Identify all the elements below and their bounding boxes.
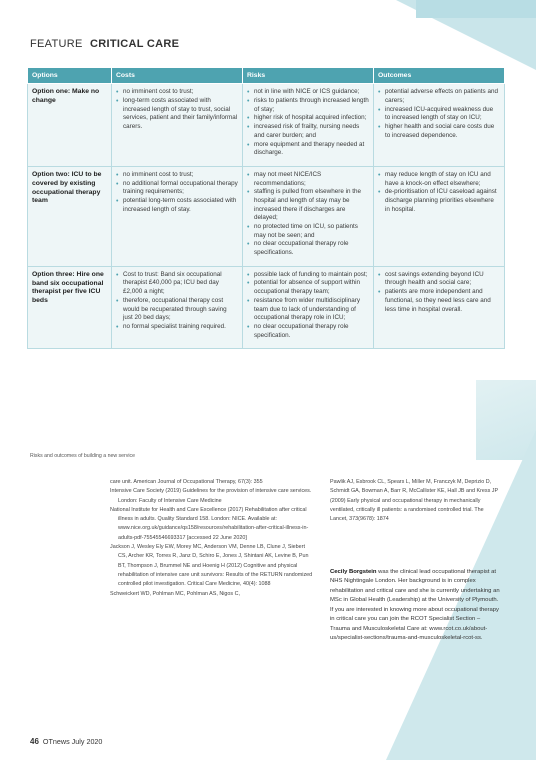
- list-item: • possible lack of funding to maintain post;: [247, 271, 369, 280]
- list-item: • increased ICU-acquired weakness due to increased length of stay on ICU;: [378, 106, 500, 123]
- outcomes-cell: [374, 84, 505, 167]
- list-item: • may reduce length of stay on ICU and have a knock-on effect elsewhere;: [378, 171, 500, 188]
- list-item: • long-term costs associated with increased length of stay to trust, social services, patient and their family/informal carers.: [116, 97, 238, 132]
- list-item: • de-prioritisation of ICU caseload against discharge planning priorities elsewhere in hospital.: [378, 188, 500, 214]
- header-options: Options: [28, 68, 112, 84]
- reference-item: Jackson J, Wesley Ely EW, Morey MC, Anderson VM, Denne LB, Clune J, Siebert CS, Archer KR, Torres R, Janz D, Schiro E, Jones J, Shintani AK, Levine B, Pun BT, Thompson J, Brummel NE and Hoenig H (2012) Cognitive and physical rehabilitation of intensive care unit survivors: Results of the RETURN randomized controlled pilot investigation. Critical Care Medicine, 40(4): 1088: [110, 544, 313, 588]
- section-header: [30, 38, 179, 50]
- list-item: • no additional formal occupational therapy training requirements;: [116, 180, 238, 197]
- list-item: • higher health and social care costs due to increased dependence.: [378, 123, 500, 140]
- list-item: • Cost to trust: Band six occupational therapist £40,000 pa; ICU bed day £2,000 a night;: [116, 271, 238, 297]
- list-item: • potential adverse effects on patients and carers;: [378, 88, 500, 105]
- feature-label: FEATURE: [30, 38, 83, 50]
- reference-item: Pawlik AJ, Esbrook CL, Spears L, Miller M, Franczyk M, Deprizio D, Schmidt GA, Bowman A, Barr R, McCallister KE, Hall JB and Kress JP (2009) Early physical and occupational therapy in mechanically ventilated, critically ill patients: a randomised controlled trial. The Lancet, 373(9678): 1874: [330, 479, 498, 523]
- outcomes-cell: [374, 166, 505, 266]
- section-title: CRITICAL CARE: [89, 38, 180, 50]
- publication-name: OTnews July 2020: [42, 737, 103, 746]
- reference-item: Intensive Care Society (2019) Guidelines for the provision of intensive care services. London: Faculty of Intensive Care Medicine: [110, 488, 312, 504]
- page-number: 46: [30, 737, 39, 746]
- list-item: • therefore, occupational therapy cost would be recuperated through saving just 20 bed days;: [116, 297, 238, 323]
- references-left-column: [110, 478, 315, 599]
- author-bio: [330, 568, 500, 644]
- costs-cell: [112, 266, 243, 349]
- header-outcomes: Outcomes: [374, 68, 505, 84]
- option-label: Option one: Make no change: [28, 84, 112, 167]
- header-costs: Costs: [112, 68, 243, 84]
- list-item: • may not meet NICE/ICS recommendations;: [247, 171, 369, 188]
- author-bio-text: was the clinical lead occupational therapist at NHS Nightingale London. Her background is in complex rehabilitation and critical care and she is currently undertaking an MSc in Global Health (Leadership) at the University of Plymouth. If you are interested in knowing more about occupational therapy in critical care you can join the RCOT Specialist Section – Trauma and Musculoskeletal Care at: www.rcot.co.uk/about-us/specialist-sections/trauma-and-musculoskeletal-rcot-ss.: [330, 569, 500, 642]
- list-item: • more equipment and therapy needed at discharge.: [247, 141, 369, 158]
- risks-cell: [243, 166, 374, 266]
- risks-cell: [243, 84, 374, 167]
- list-item: • cost savings extending beyond ICU through health and social care;: [378, 271, 500, 288]
- list-item: • no protected time on ICU, so patients may not be seen; and: [247, 223, 369, 240]
- risks-cell: [243, 266, 374, 349]
- reference-item: Schweickert WD, Pohlman MC, Pohlman AS, Nigos C,: [110, 590, 241, 597]
- references-right-column: [330, 478, 500, 524]
- list-item: • potential for absence of support within occupational therapy team;: [247, 279, 369, 296]
- list-item: • potential long-term costs associated with increased length of stay.: [116, 197, 238, 214]
- costs-cell: [112, 166, 243, 266]
- list-item: • no clear occupational therapy role specifications.: [247, 240, 369, 257]
- list-item: • patients are more independent and functional, so they need less care and less time in hospital overall.: [378, 288, 500, 314]
- list-item: • no formal specialist training required.: [116, 323, 238, 332]
- header-decoration-band: [416, 0, 536, 18]
- table-caption: Risks and outcomes of building a new service: [30, 453, 135, 459]
- table-row: [28, 84, 505, 167]
- list-item: • not in line with NICE or ICS guidance;: [247, 88, 369, 97]
- list-item: • resistance from wider multidisciplinary team due to lack of understanding of occupational therapy role in ICU;: [247, 297, 369, 323]
- header-risks: Risks: [243, 68, 374, 84]
- reference-item: care unit. American Journal of Occupational Therapy, 67(3): 355: [110, 479, 263, 485]
- list-item: • risks to patients through increased length of stay;: [247, 97, 369, 114]
- list-item: • staffing is pulled from elsewhere in the hospital and length of stay may be increased there if discharges are delayed;: [247, 188, 369, 223]
- page-footer: [30, 737, 102, 746]
- reference-item: National Institute for Health and Care Excellence (2017) Rehabilitation after critical illness in adults. Quality Standard 158. London: NICE. Available at: www.nice.org.uk/guidance/qs158/resources/rehabilitation-after-critical-illness-in-adults-pdf-75545546693317 [accessed 22 June 2020]: [110, 506, 309, 541]
- list-item: • no clear occupational therapy role specification.: [247, 323, 369, 340]
- list-item: • no imminent cost to trust;: [116, 171, 238, 180]
- option-label: Option three: Hire one band six occupational therapist per five ICU beds: [28, 266, 112, 349]
- list-item: • increased risk of frailty, nursing needs and carer burden; and: [247, 123, 369, 140]
- list-item: • higher risk of hospital acquired infection;: [247, 114, 369, 123]
- costs-cell: [112, 84, 243, 167]
- author-name: Cecily Borgstein: [330, 569, 377, 575]
- list-item: • no imminent cost to trust;: [116, 88, 238, 97]
- table-header-row: [28, 68, 505, 84]
- table-row: [28, 166, 505, 266]
- option-label: Option two: ICU to be covered by existing occupational therapy team: [28, 166, 112, 266]
- outcomes-cell: [374, 266, 505, 349]
- options-table: [27, 67, 505, 349]
- table-row: [28, 266, 505, 349]
